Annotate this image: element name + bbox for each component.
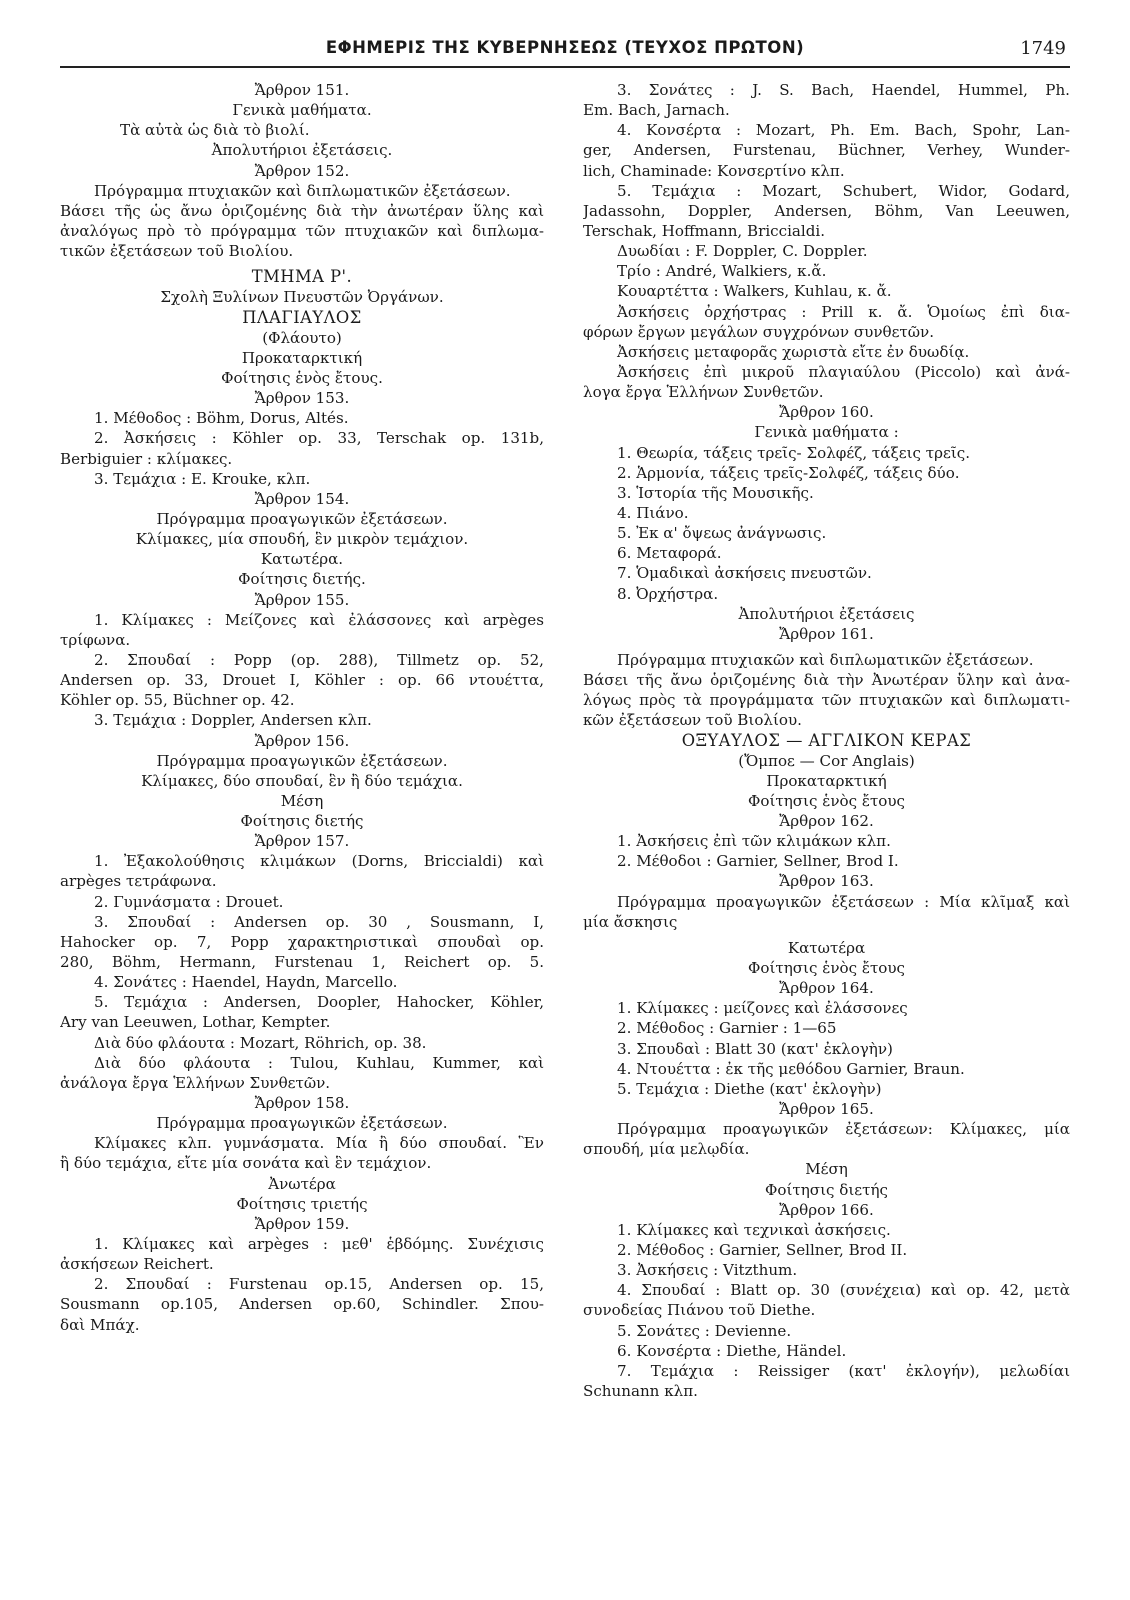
text-line: 5. Τεμάχια : Mozart, Schubert, Widor, Godard, [617, 181, 1070, 200]
text-line: 2. Γυμνάσματα : Drouet. [94, 892, 284, 911]
text-line: 3. Σπουδαὶ : Blatt 30 (κατ' ἐκλογὴν) [617, 1039, 893, 1058]
text-line: ΠΛΑΓΙΑΥΛΟΣ [242, 307, 362, 327]
text-line: Ἄρθρον 155. [254, 590, 350, 609]
text-line: Ἄρθρον 166. [779, 1200, 874, 1219]
text-line: Ἄρθρον 154. [254, 489, 350, 508]
text-line: 2. Μέθοδος : Garnier, Sellner, Brod II. [617, 1241, 908, 1260]
text-line: Πρόγραμμα προαγωγικῶν ἐξετάσεων : Μία κλῖμαξ καὶ [617, 892, 1070, 911]
text-line: 4. Πιάνο. [617, 503, 689, 522]
text-line: 3. Ἱστορία τῆς Μουσικῆς. [617, 483, 814, 502]
text-line: Φοίτησις ἑνὸς ἔτους [747, 791, 906, 810]
text-line: ἀνάλογα ἔργα Ἑλλήνων Συνθετῶν. [60, 1073, 331, 1092]
text-line: 5. Ἐκ α' ὄψεως ἀνάγνωσις. [617, 524, 827, 543]
header-title: ΕΦΗΜΕΡΙΣ ΤΗΣ ΚΥΒΕΡΝΗΣΕΩΣ (ΤΕΥΧΟΣ ΠΡΩΤΟΝ) [325, 38, 805, 57]
text-line: Σχολὴ Ξυλίνων Πνευστῶν Ὀργάνων. [160, 288, 444, 307]
text-line: lich, Chaminade: Κονσερτίνο κλπ. [583, 161, 845, 180]
text-line: Ἄρθρον 163. [779, 872, 874, 891]
text-line: 7. Τεμάχια : Reissiger (κατ' ἐκλογήν), μελωδίαι [617, 1361, 1070, 1380]
text-line: 6. Μεταφορά. [617, 544, 722, 563]
text-line: arpèges τετράφωνα. [60, 872, 217, 891]
text-line: Ἀσκήσεις ἐπὶ μικροῦ πλαγιαύλου (Piccolo) καὶ ἀνά- [617, 362, 1070, 381]
text-line: Ἄρθρον 165. [779, 1100, 874, 1119]
text-line: 1. Ἐξακολούθησις κλιμάκων (Dorns, Briccialdi) καὶ [94, 852, 544, 871]
text-line: Ἀπολυτήριοι ἐξετάσεις [738, 604, 915, 623]
text-line: Κατωτέρα [787, 938, 866, 957]
text-line: Βάσει τῆς ἄνω ὁριζομένης διὰ τὴν Ἀνωτέραν ὕλην καὶ ἀνα- [583, 671, 1070, 690]
text-line: φόρων ἔργων μεγάλων συγχρόνων συνθετῶν. [583, 322, 935, 341]
text-line: 5. Τεμάχια : Andersen, Doopler, Hahocker, Köhler, [94, 993, 544, 1012]
text-line: 280, Böhm, Hermann, Furstenau 1, Reichert op. 5. [60, 953, 544, 972]
text-line: Διὰ δύο φλάουτα : Tulou, Kuhlau, Kummer, καὶ [94, 1053, 544, 1072]
text-line: 5. Τεμάχια : Diethe (κατ' ἐκλογὴν) [617, 1079, 882, 1098]
text-line: Διὰ δύο φλάουτα : Mozart, Röhrich, op. 38. [94, 1033, 427, 1052]
text-line: Köhler op. 55, Büchner op. 42. [60, 691, 295, 710]
text-line: Τρίο : André, Walkiers, κ.ἄ. [617, 262, 827, 281]
text-line: Γενικὰ μαθήματα : [754, 423, 899, 442]
text-line: Γενικὰ μαθήματα. [232, 101, 372, 120]
text-line: Πρόγραμμα προαγωγικῶν ἐξετάσεων. [156, 509, 448, 528]
text-line: Jadassohn, Doppler, Andersen, Böhm, Van Leeuwen, [583, 201, 1070, 220]
text-line: Φοίτησις ἑνὸς ἔτους. [221, 368, 383, 387]
text-line: Terschak, Hoffmann, Briccialdi. [583, 221, 826, 240]
left-column [60, 80, 544, 1335]
text-line: Hahocker op. 7, Popp χαρακτηριστικαὶ σπουδαὶ op. [60, 932, 544, 951]
text-line: 3. Ἀσκήσεις : Vitzthum. [617, 1261, 798, 1280]
text-line: Πρόγραμμα προαγωγικῶν ἐξετάσεων. [156, 751, 448, 770]
text-line: συνοδείας Πιάνου τοῦ Diethe. [583, 1301, 816, 1320]
text-line: μία ἄσκησις [583, 912, 678, 931]
text-line: ἢ δύο τεμάχια, εἴτε μία σονάτα καὶ ἓν τεμάχιον. [60, 1154, 432, 1173]
text-line: (Ὄμποε — Cor Anglais) [738, 751, 915, 770]
text-line: Κλίμακες κλπ. γυμνάσματα. Μία ἢ δύο σπουδαί. Ἓν [94, 1134, 544, 1153]
text-line: Ἄρθρον 152. [254, 161, 350, 180]
text-line: 4. Σπουδαί : Blatt op. 30 (συνέχεια) καὶ op. 42, μετὰ [617, 1281, 1070, 1300]
text-line: Φοίτησις ἑνὸς ἔτους [747, 959, 906, 978]
text-line: Ἄρθρον 162. [779, 812, 874, 831]
text-line: 2. Μέθοδοι : Garnier, Sellner, Brod I. [617, 852, 899, 871]
text-line: 2. Μέθοδος : Garnier : 1—65 [617, 1019, 837, 1038]
text-line: Sousmann op.105, Andersen op.60, Schindler. Σπου- [60, 1295, 544, 1314]
text-line: Μέση [280, 791, 324, 810]
text-line: Πρόγραμμα προαγωγικῶν ἐξετάσεων: Κλίμακες, μία [617, 1120, 1070, 1139]
text-line: Φοίτησις διετής. [238, 570, 366, 589]
page-number: 1749 [1020, 38, 1066, 59]
text-line: 2. Σπουδαί : Furstenau op.15, Andersen op. 15, [94, 1275, 544, 1294]
text-line: Τὰ αὐτὰ ὡς διὰ τὸ βιολί. [120, 121, 310, 140]
text-line: 4. Σονάτες : Haendel, Haydn, Marcello. [94, 973, 398, 992]
text-line: 4. Ντουέττα : ἐκ τῆς μεθόδου Garnier, Braun. [617, 1059, 965, 1078]
text-line: 1. Κλίμακες καὶ arpèges : μεθ' ἑβδόμης. Συνέχισις [94, 1235, 544, 1254]
text-line: 7. Ὁμαδικαὶ ἀσκήσεις πνευστῶν. [617, 564, 872, 583]
text-line: 3. Σονάτες : J. S. Bach, Haendel, Hummel, Ph. [617, 81, 1070, 99]
text-line: κῶν ἐξετάσεων τοῦ Βιολίου. [583, 711, 802, 730]
text-line: ἀναλόγως πρὸ τὸ πρόγραμμα τῶν πτυχιακῶν καὶ διπλωμα- [60, 221, 544, 240]
text-line: 3. Τεμάχια : Doppler, Andersen κλπ. [94, 711, 372, 730]
text-line: Κατωτέρα. [260, 550, 344, 569]
text-line: τρίφωνα. [60, 630, 131, 649]
text-line: σπουδή, μία μελῳδία. [583, 1140, 750, 1159]
text-line: Ἄρθρον 157. [254, 832, 350, 851]
text-line: Πρόγραμμα πτυχιακῶν καὶ διπλωματικῶν ἐξετάσεων. [94, 181, 511, 200]
text-line: 1. Κλίμακες : Μείζονες καὶ ἐλάσσονες καὶ arpèges [94, 610, 544, 629]
text-line: τικῶν ἐξετάσεων τοῦ Βιολίου. [60, 242, 294, 261]
text-line: 1. Κλίμακες : μείζονες καὶ ἐλάσσονες [617, 999, 908, 1018]
text-line: 3. Τεμάχια : E. Krouke, κλπ. [94, 469, 311, 488]
text-line: Μέση [805, 1160, 848, 1179]
text-line: Κλίμακες, μία σπουδή, ἓν μικρὸν τεμάχιον. [135, 530, 469, 549]
text-line: λόγως πρὸς τὰ προγράμματα τῶν πτυχιακῶν καὶ διπλωματι- [583, 691, 1070, 710]
text-line: Πρόγραμμα πτυχιακῶν καὶ διπλωματικῶν ἐξετάσεων. [617, 650, 1034, 669]
right-column [583, 80, 1070, 1401]
text-line: ΤΜΗΜΑ Ρ'. [251, 267, 353, 287]
text-line: Ἀνωτέρα [268, 1174, 336, 1193]
text-line: δαὶ Μπάχ. [60, 1315, 140, 1334]
text-line: Ἄρθρον 158. [254, 1094, 350, 1113]
text-line: Φοίτησις τριετής [236, 1194, 368, 1213]
text-line: Δυωδίαι : F. Doppler, C. Doppler. [617, 242, 868, 261]
text-line: Κλίμακες, δύο σπουδαί, ἓν ἢ δύο τεμάχια. [141, 771, 463, 790]
text-line: Ary van Leeuwen, Lothar, Kempter. [60, 1013, 331, 1032]
text-line: 2. Σπουδαί : Popp (op. 288), Tillmetz op. 52, [94, 650, 544, 669]
text-line: Φοίτησις διετής [240, 812, 364, 831]
text-line: 3. Σπουδαί : Andersen op. 30 , Sousmann, I, [94, 912, 544, 931]
text-line: Em. Bach, Jarnach. [583, 101, 730, 120]
text-line: Ἄρθρον 153. [254, 389, 350, 408]
text-line: Φοίτησις διετής [765, 1180, 888, 1199]
text-line: Βάσει τῆς ὡς ἄνω ὁριζομένης διὰ τὴν ἀνωτέραν ὕλης καὶ [60, 201, 544, 220]
text-line: Ἀσκήσεις μεταφορᾶς χωριστὰ εἴτε ἐν δυωδίᾳ. [617, 342, 970, 361]
text-line: 8. Ὀρχήστρα. [617, 584, 719, 603]
text-line: 1. Κλίμακες καὶ τεχνικαὶ ἀσκήσεις. [617, 1220, 891, 1239]
text-line: 1. Μέθοδος : Böhm, Dorus, Altés. [94, 409, 349, 428]
text-line: Ἄρθρον 151. [254, 81, 350, 99]
text-line: 1. Θεωρία, τάξεις τρεῖς- Σολφέζ, τάξεις τρεῖς. [617, 443, 970, 462]
text-line: ΟΞΥΑΥΛΟΣ — ΑΓΓΛΙΚΟΝ ΚΕΡΑΣ [681, 730, 972, 750]
text-line: ger, Andersen, Furstenau, Büchner, Verhey, Wunder- [583, 141, 1070, 160]
text-line: Andersen op. 33, Drouet I, Köhler : op. 66 ντουέττα, [60, 671, 544, 690]
text-line: Ἄρθρον 161. [779, 624, 874, 643]
text-line: Ἀπολυτήριοι ἐξετάσεις. [211, 141, 393, 160]
text-line: Κουαρτέττα : Walkers, Kuhlau, κ. ἄ. [617, 282, 892, 301]
text-line: Πρόγραμμα προαγωγικῶν ἐξετάσεων. [156, 1114, 448, 1133]
text-line: (Φλάουτο) [262, 328, 342, 347]
page-header [60, 36, 1070, 68]
text-line: Ἄρθρον 159. [254, 1214, 350, 1233]
text-line: Προκαταρκτική [766, 771, 887, 790]
text-line: 1. Ἀσκήσεις ἐπὶ τῶν κλιμάκων κλπ. [617, 832, 891, 851]
text-line: 6. Κονσέρτα : Diethe, Händel. [617, 1341, 847, 1360]
text-line: λογα ἔργα Ἑλλήνων Συνθετῶν. [583, 383, 824, 402]
text-line: Berbiguier : κλίμακες. [60, 449, 233, 468]
text-line: Ἄρθρον 164. [779, 979, 874, 998]
text-line: Schunann κλπ. [583, 1382, 698, 1400]
text-line: Προκαταρκτική [241, 348, 363, 367]
text-line: Ἄρθρον 156. [254, 731, 350, 750]
text-line: ἀσκήσεων Reichert. [60, 1255, 214, 1274]
text-line: Ἀσκήσεις ὀρχήστρας : Prill κ. ἄ. Ὁμοίως ἐπὶ δια- [617, 302, 1070, 321]
text-line: 2. Ἁρμονία, τάξεις τρεῖς-Σολφέζ, τάξεις δύο. [617, 463, 960, 482]
text-line: 2. Ἀσκήσεις : Köhler op. 33, Terschak op. 131b, [94, 429, 544, 448]
text-line: 4. Κονσέρτα : Mozart, Ph. Em. Bach, Spohr, Lan- [617, 121, 1070, 140]
text-line: 5. Σονάτες : Devienne. [617, 1321, 792, 1340]
text-line: Ἄρθρον 160. [779, 403, 874, 422]
